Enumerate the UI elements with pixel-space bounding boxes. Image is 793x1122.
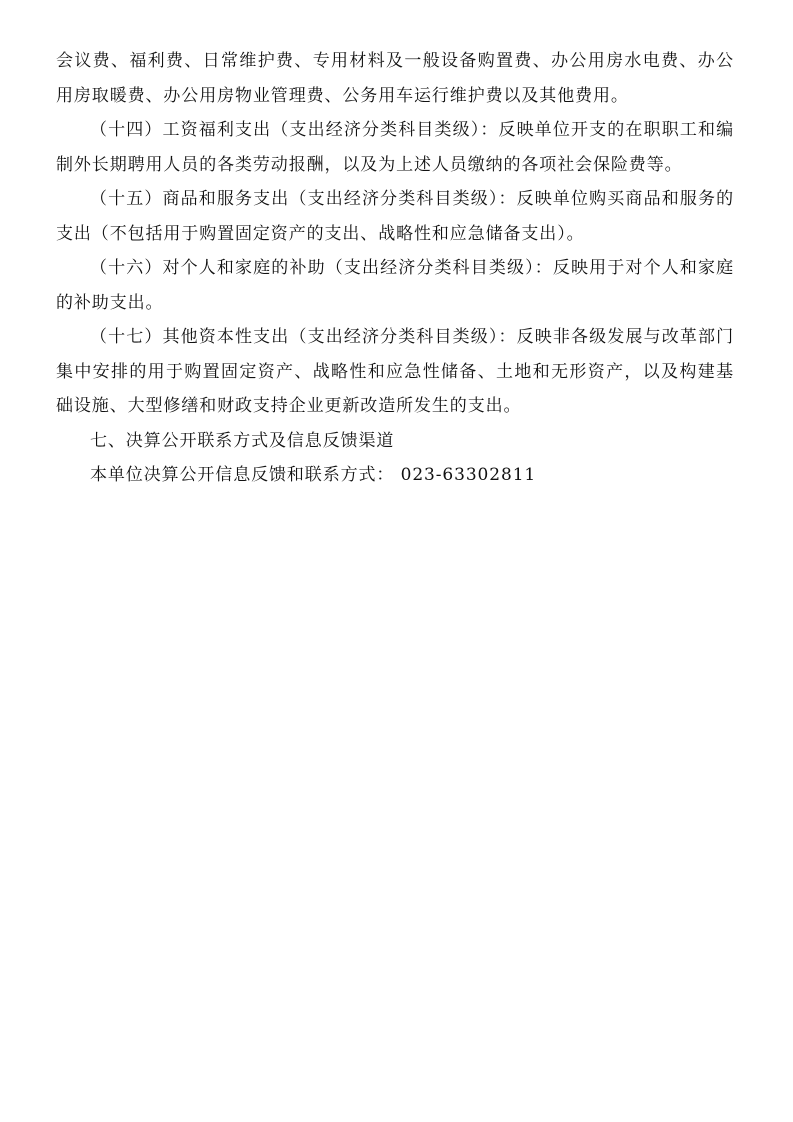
paragraph-individual-household-subsidy: （十六）对个人和家庭的补助（支出经济分类科目类级）：反映用于对个人和家庭的补助支出。 [56, 258, 734, 313]
paragraph-contact-phone: 本单位决算公开信息反馈和联系方式： 023-63302811 [90, 465, 537, 485]
paragraph-salary-welfare-expenditure: （十四）工资福利支出（支出经济分类科目类级）：反映单位开支的在职职工和编制外长期聘用人员的各类劳动报酬，以及为上述人员缴纳的各项社会保险费等。 [56, 120, 734, 175]
paragraph-goods-services-expenditure: （十五）商品和服务支出（支出经济分类科目类级）：反映单位购买商品和服务的支出（不包括用于购置固定资产的支出、战略性和应急储备支出）。 [56, 189, 734, 244]
paragraph-expense-items-continued: 会议费、福利费、日常维护费、专用材料及一般设备购置费、办公用房水电费、办公用房取暖费、办公用房物业管理费、公务用车运行维护费以及其他费用。 [56, 51, 734, 106]
paragraph-other-capital-expenditure: （十七）其他资本性支出（支出经济分类科目类级）：反映非各级发展与改革部门集中安排的用于购置固定资产、战略性和应急性储备、土地和无形资产，以及构建基础设施、大型修缮和财政支持企业更新改造所发生的支出。 [56, 327, 734, 416]
document-body [56, 44, 734, 493]
section-heading-contact-feedback: 七、决算公开联系方式及信息反馈渠道 [90, 430, 395, 451]
